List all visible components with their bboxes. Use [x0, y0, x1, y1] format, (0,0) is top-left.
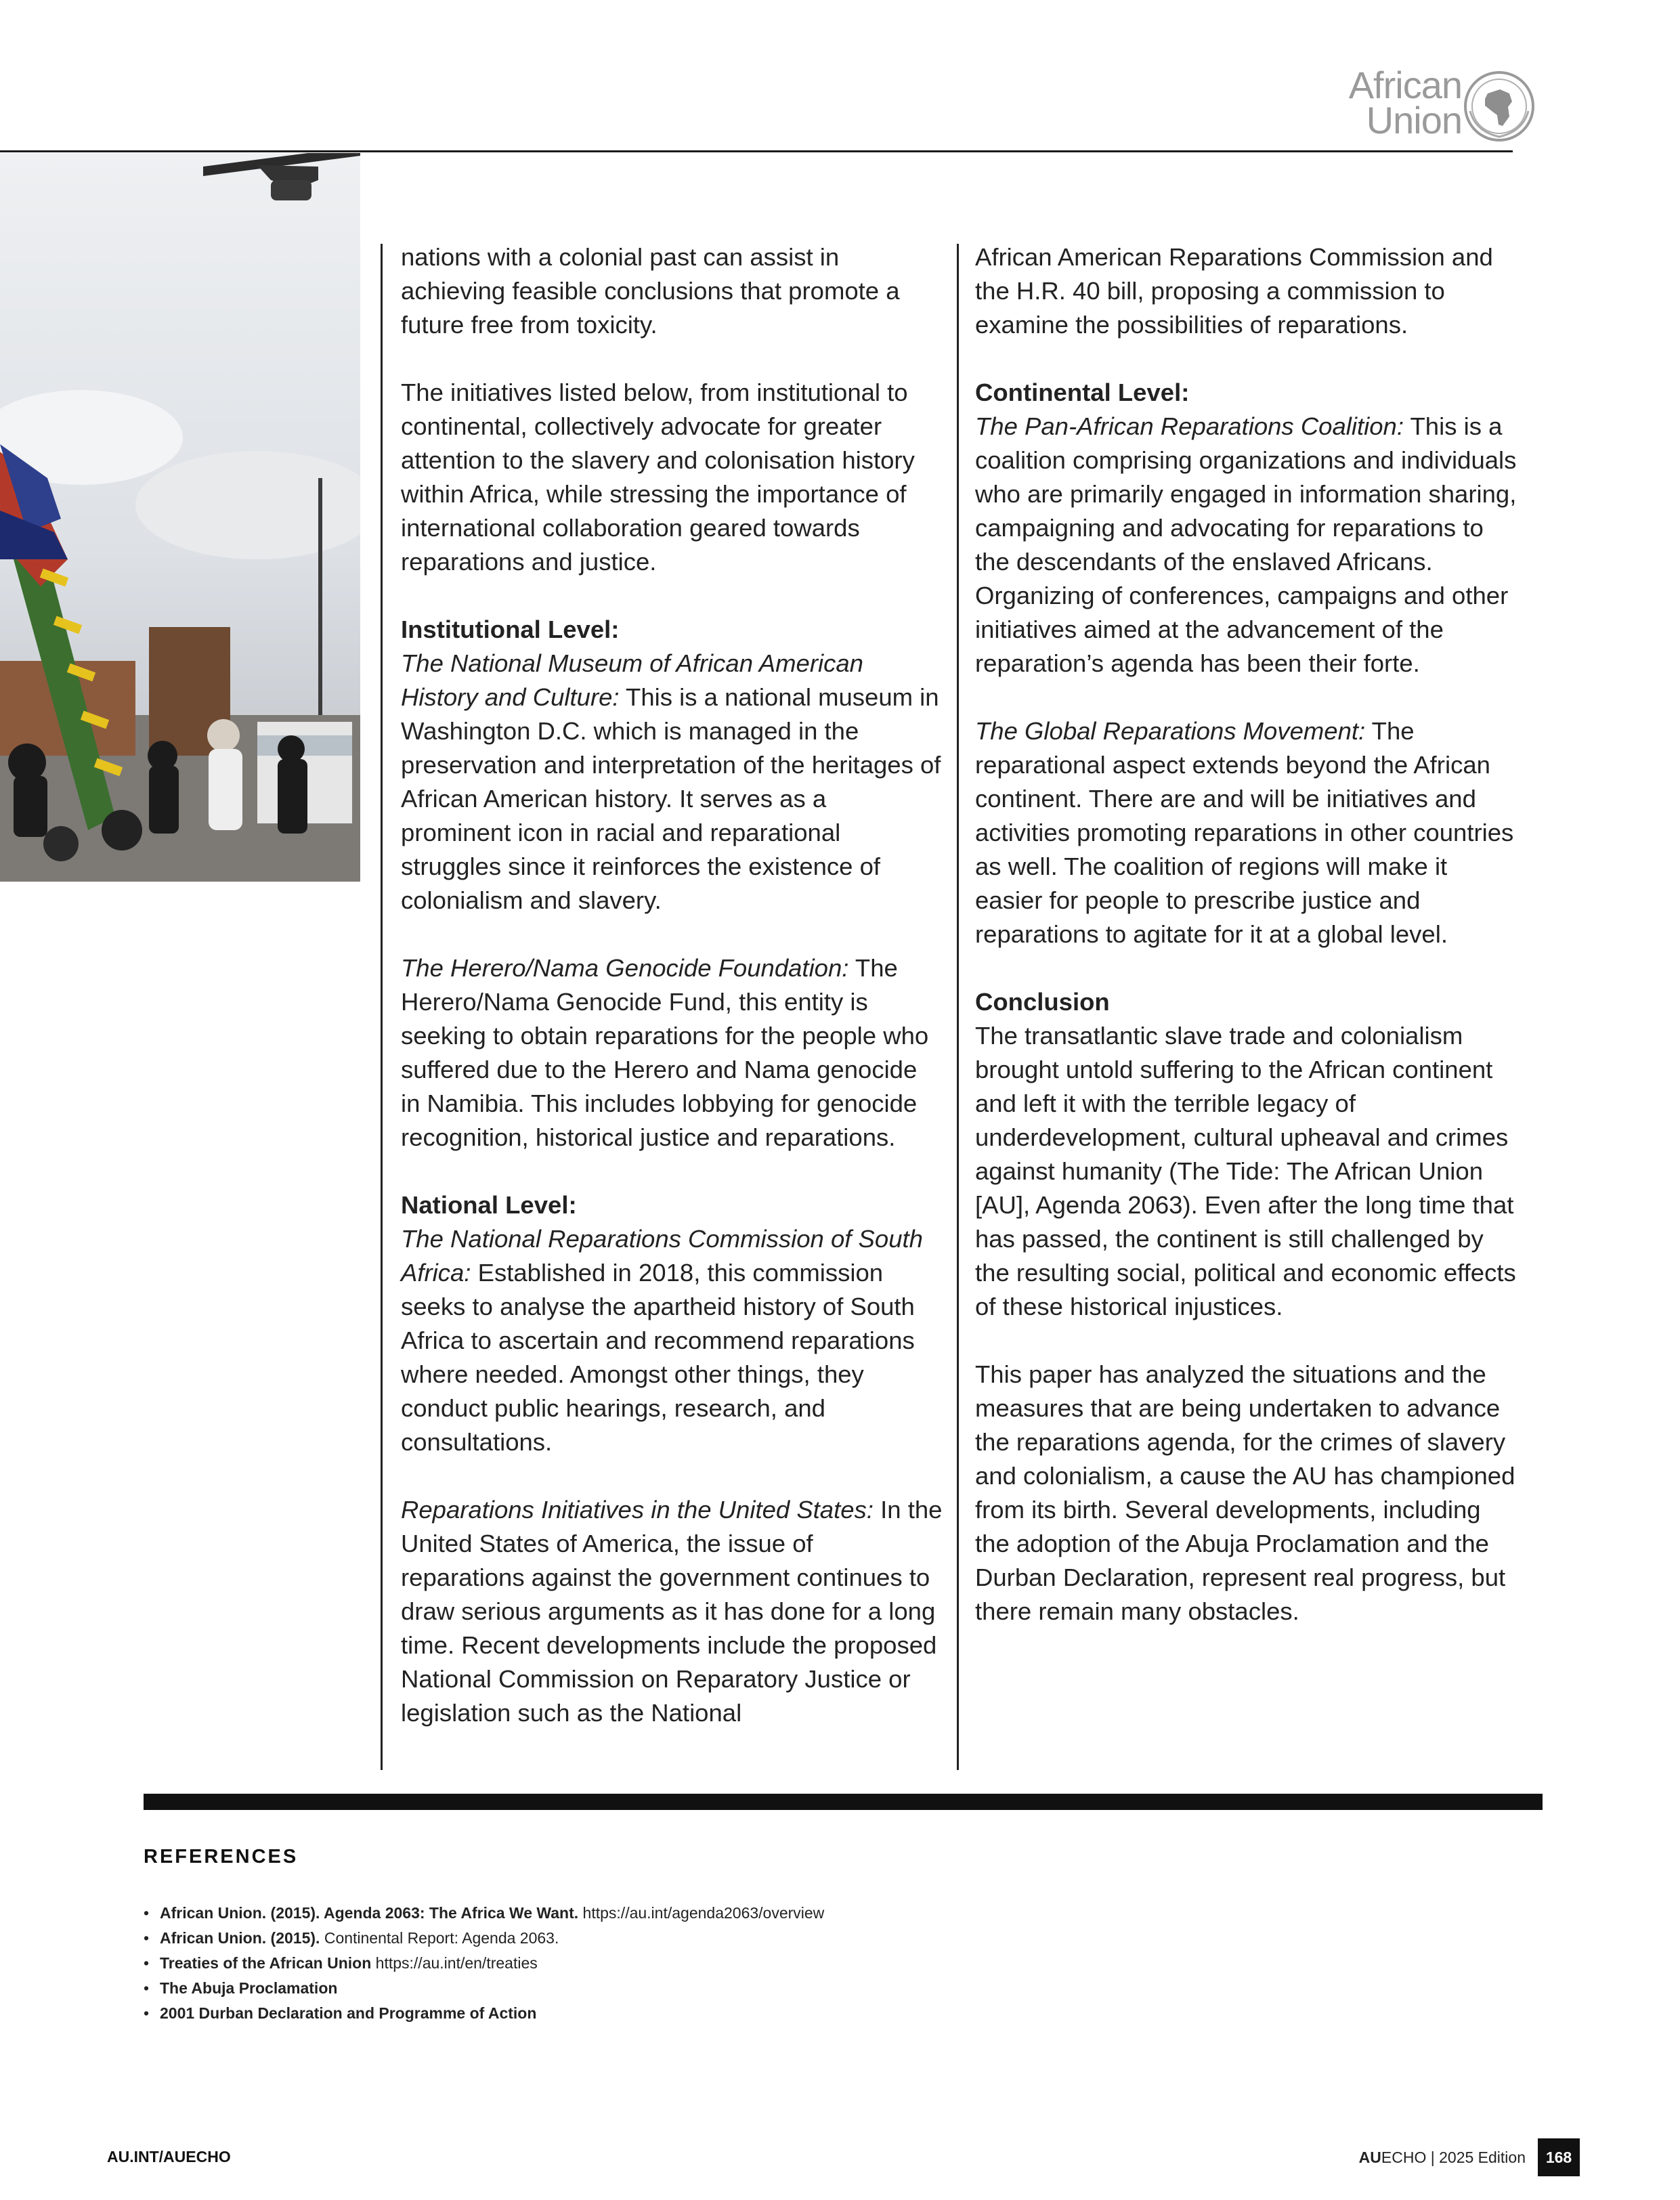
museum-text: This is a national museum in Washington D.C. which is managed in the preservation and interpretation of the heritages of African American history. It serves as a prominent icon in racial and reparational struggles since it reinforces the existence of colonialism and slavery. [401, 683, 941, 914]
south-africa-title: The National Reparations Commission of South Africa: [401, 1225, 923, 1287]
reference-item [144, 1976, 824, 2001]
reference-link[interactable]: https://au.int/agenda2063/overview [578, 1904, 825, 1922]
conclusion-section [975, 985, 1517, 1324]
pan-african-title: The Pan-African Reparations Coalition: [975, 412, 1404, 440]
logo-wordmark [1348, 64, 1462, 142]
herero-section [401, 951, 943, 1155]
footer-url[interactable]: AU.INT/AUECHO [107, 2148, 231, 2165]
national-section [401, 1188, 943, 1459]
references-title: REFERENCES [144, 1846, 299, 1868]
global-title: The Global Reparations Movement: [975, 717, 1366, 745]
reference-bold: 2001 Durban Declaration and Programme of Action [160, 2004, 537, 2022]
paragraph: The initiatives listed below, from institutional to continental, collectively advocate for greater attention to the slavery and colonisation history within Africa, while stressing the importance of international collaboration geared towards reparations and justice. [401, 379, 915, 576]
south-africa-text: Established in 2018, this commission seeks to analyse the apartheid history of South Africa to ascertain and recommend reparations where needed. Amongst other things, they conduct public hearings, research, and consultations. [401, 1259, 915, 1456]
conclusion-text: The transatlantic slave trade and colonialism brought untold suffering to the African continent and left it with the terrible legacy of underdevelopment, cultural upheaval and crimes against humanity (The Tide: The African Union [AU], Agenda 2063). Even after the long time that has passed, the continent is still challenged by the resulting social, political and economic effects of these historical injustices. [975, 1022, 1516, 1320]
institutional-section [401, 613, 943, 918]
right-column [975, 240, 1517, 1662]
right-column-rule [957, 244, 959, 1770]
paragraph: nations with a colonial past can assist in achieving feasible conclusions that promote a future free from toxicity. [401, 243, 900, 339]
african-union-logo [1306, 65, 1536, 153]
reference-bold: African Union. (2015). [160, 1929, 320, 1947]
united-states-section [401, 1493, 943, 1730]
paragraph: African American Reparations Commission and the H.R. 40 bill, proposing a commission to examine the possibilities of reparations. [975, 243, 1493, 339]
footer-edition-text: ECHO | 2025 Edition [1381, 2148, 1526, 2166]
continental-section [975, 376, 1517, 681]
continental-heading: Continental Level: [975, 379, 1190, 406]
national-heading: National Level: [401, 1191, 577, 1219]
logo-line-2: Union [1366, 99, 1462, 142]
references-list [144, 1901, 824, 2026]
reference-item [144, 1926, 824, 1951]
conclusion-heading: Conclusion [975, 988, 1110, 1016]
left-column [401, 240, 943, 1730]
footer-brand: AU [1358, 2148, 1381, 2166]
logo-line-1: African [1348, 64, 1462, 106]
footer-edition [1359, 2138, 1580, 2176]
global-section [975, 714, 1517, 951]
au-emblem-icon [1462, 69, 1536, 144]
reference-text: Continental Report: Agenda 2063. [320, 1929, 559, 1947]
museum-title: The National Museum of African American History and Culture: [401, 649, 863, 711]
header-rule [0, 150, 1513, 152]
references-bar [144, 1794, 1543, 1810]
paragraph: This paper has analyzed the situations and the measures that are being undertaken to advance the reparations agenda, for the crimes of slavery and colonialism, a cause the AU has championed from its birth. Several developments, including the adoption of the Abuja Proclamation and the Durban Declaration, represent real progress, but there remain many obstacles. [975, 1360, 1515, 1625]
left-column-rule [381, 244, 383, 1770]
reference-item [144, 2001, 824, 2026]
pan-african-text: This is a coalition comprising organizations and individuals who are primarily engaged in information sharing, campaigning and advocating for reparations to the descendants of the enslaved Africans. Organizing of conferences, campaigns and other initiatives aimed at the advancement of the reparation’s agenda has been their forte. [975, 412, 1517, 677]
page-number: 168 [1538, 2138, 1580, 2176]
united-states-title: Reparations Initiatives in the United States: [401, 1496, 874, 1524]
street-parade-photo [0, 153, 360, 882]
reference-bold: The Abuja Proclamation [160, 1979, 338, 1997]
reference-link[interactable]: https://au.int/en/treaties [371, 1954, 538, 1972]
reference-bold: Treaties of the African Union [160, 1954, 372, 1972]
herero-title: The Herero/Nama Genocide Foundation: [401, 954, 849, 982]
institutional-heading: Institutional Level: [401, 616, 620, 643]
reference-item [144, 1901, 824, 1926]
global-text: The reparational aspect extends beyond the African continent. There are and will be initiatives and activities promoting reparations in other countries as well. The coalition of regions will make it easier for people to prescribe justice and reparations to agitate for it at a global level. [975, 717, 1514, 948]
united-states-text: In the United States of America, the issue of reparations against the government continues to draw serious arguments as it has done for a long time. Recent developments include the proposed National Commission on Reparatory Justice or legislation such as the National [401, 1496, 943, 1727]
reference-item [144, 1951, 824, 1976]
reference-bold: African Union. (2015). Agenda 2063: The Africa We Want. [160, 1904, 579, 1922]
herero-text: The Herero/Nama Genocide Fund, this entity is seeking to obtain reparations for the people who suffered due to the Herero and Nama genocide in Namibia. This includes lobbying for genocide recognition, historical justice and reparations. [401, 954, 929, 1151]
